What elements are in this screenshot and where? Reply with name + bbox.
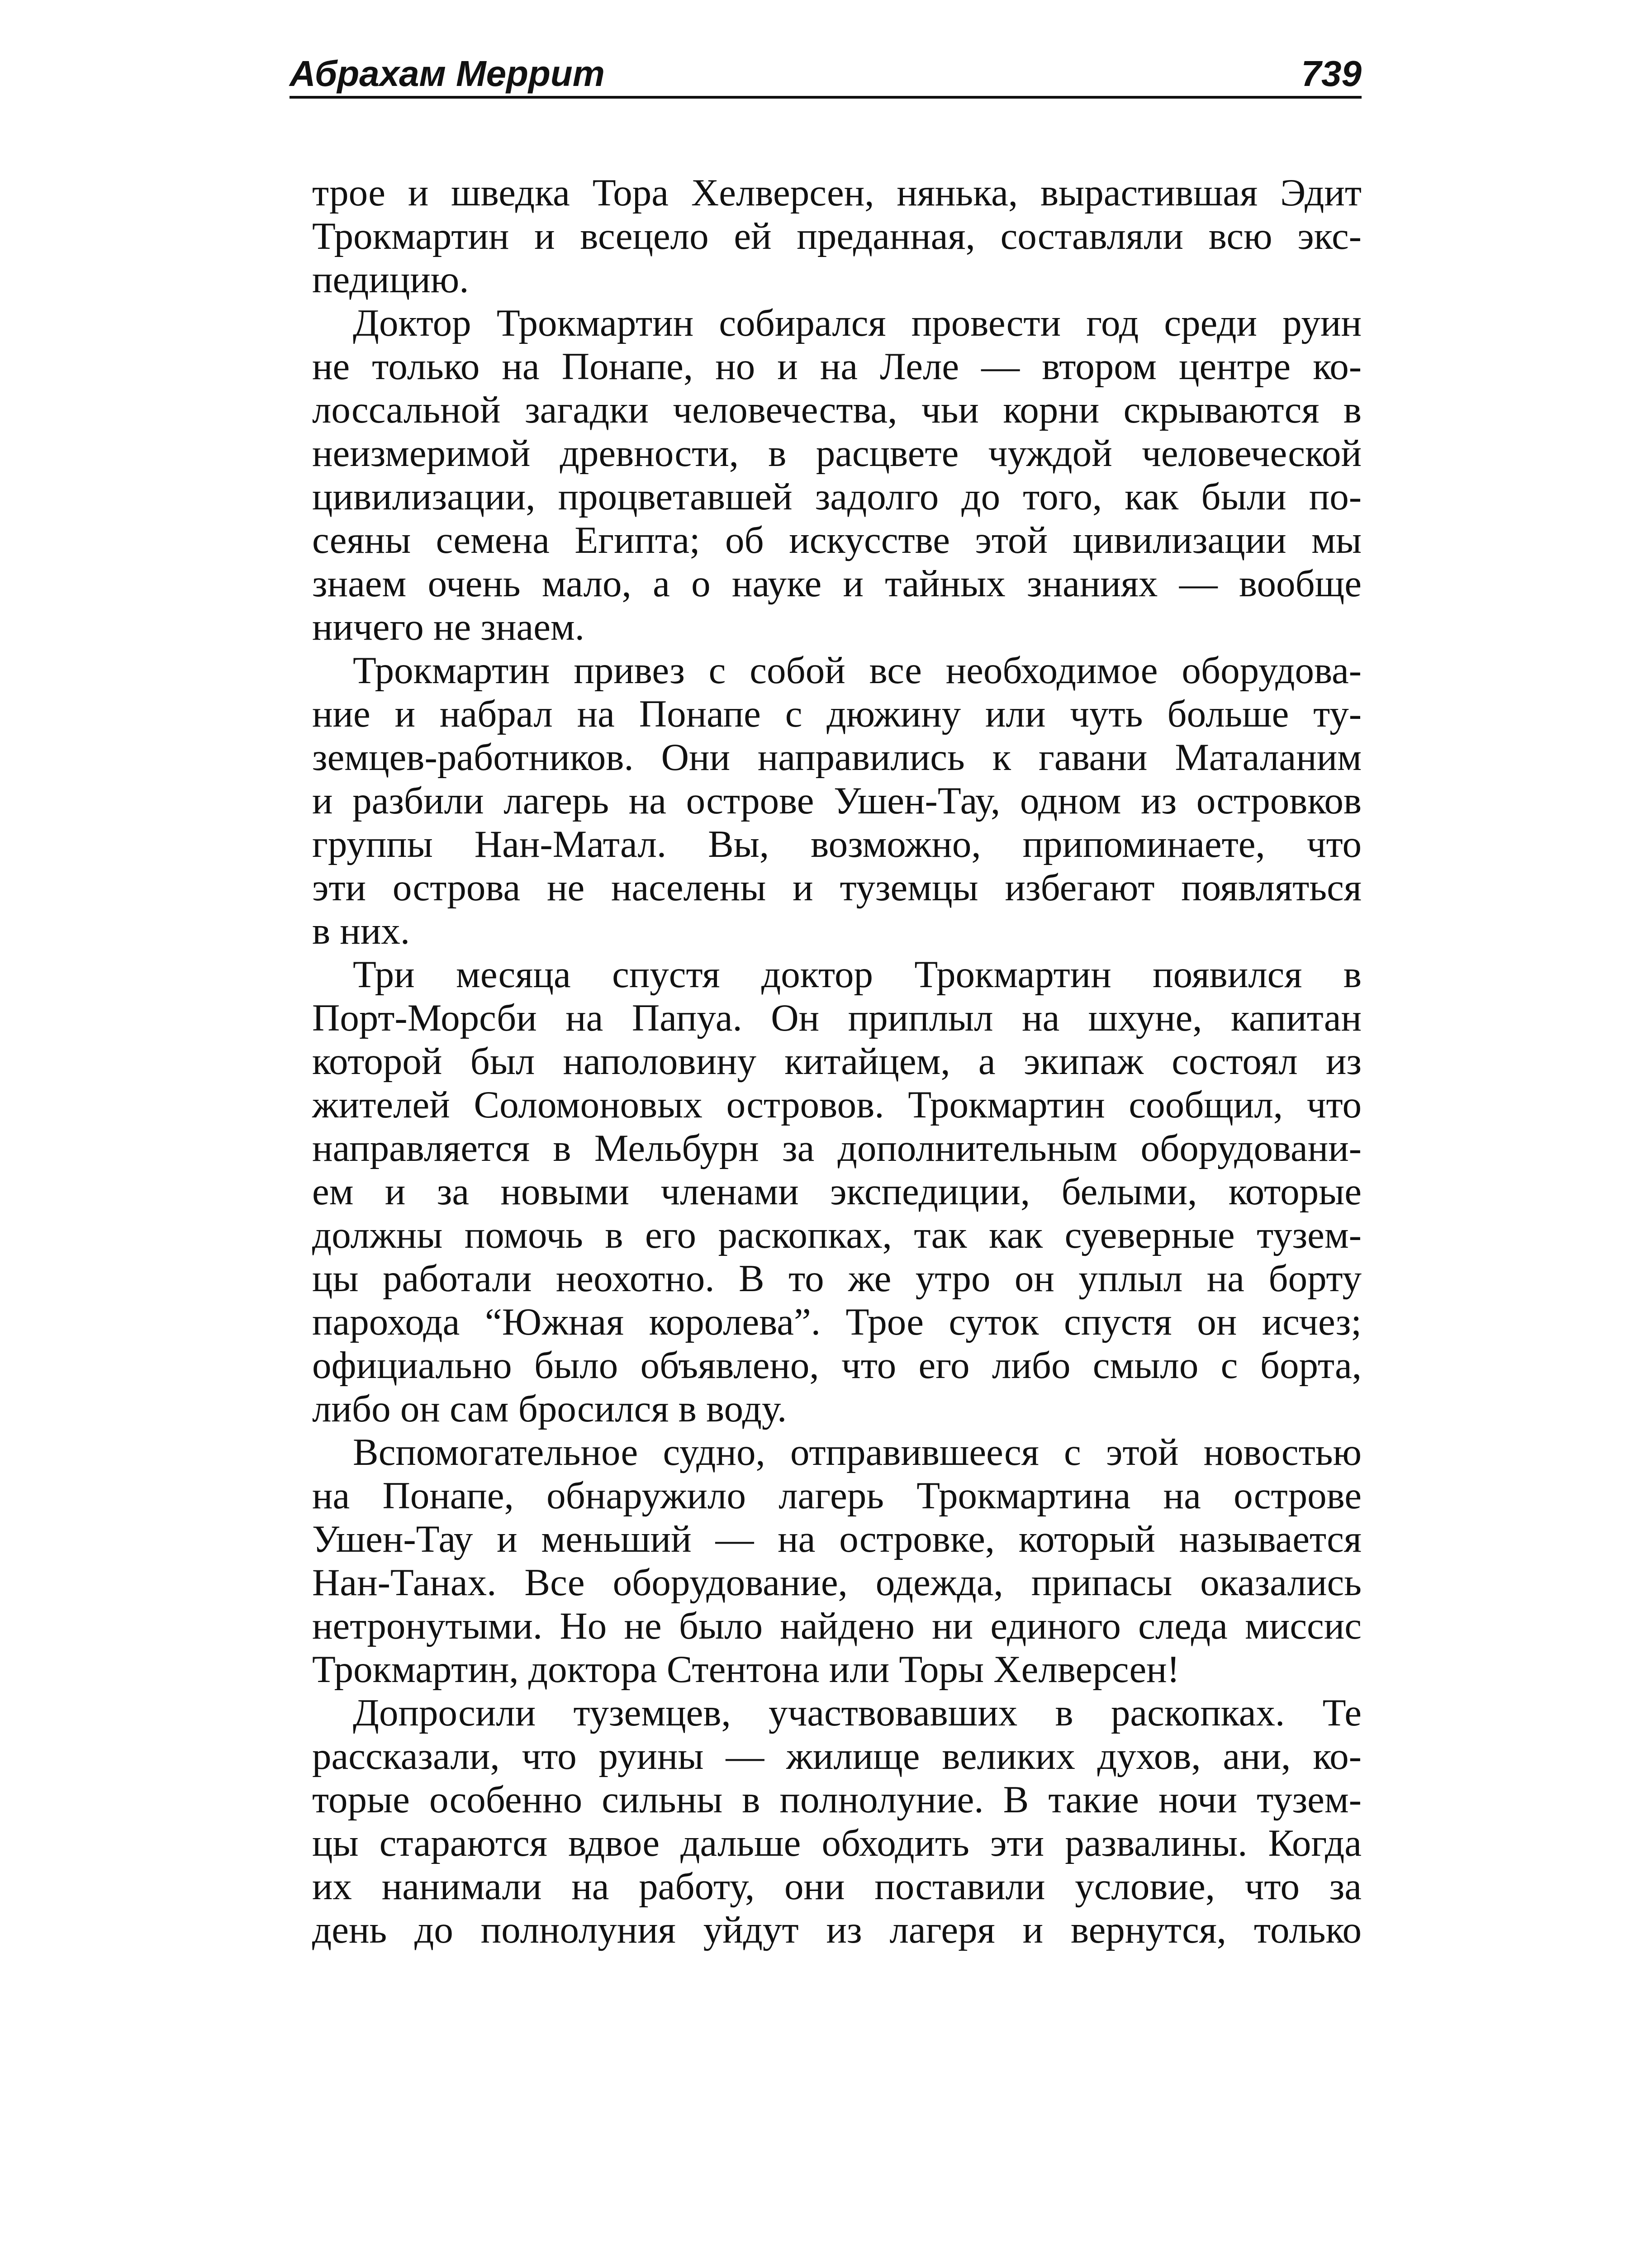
text-line: Трокмартин, доктора Стентона или Торы Хелверсен! (312, 1648, 1180, 1691)
text-line: Трокмартин привез с собой все необходимое оборудова- (353, 649, 1362, 692)
text-line: направляется в Мельбурн за дополнительным оборудовани- (312, 1127, 1362, 1169)
text-line: парохода “Южная королева”. Трое суток спустя он исчез; (312, 1301, 1362, 1343)
text-line: Порт-Морсби на Папуа. Он приплыл на шхуне, капитан (312, 997, 1362, 1039)
text-line: цы стараются вдвое дальше обходить эти развалины. Когда (312, 1822, 1362, 1864)
text-line: жителей Соломоновых островов. Трокмартин сообщил, что (312, 1083, 1362, 1126)
text-line: ние и набрал на Понапе с дюжину или чуть больше ту- (312, 693, 1362, 735)
text-line: в них. (312, 910, 410, 952)
running-head-author: Абрахам Меррит (290, 53, 605, 94)
text-line: Трокмартин и всецело ей преданная, составляли всю экс- (312, 215, 1362, 257)
text-line: лоссальной загадки человечества, чьи корни скрываются в (312, 389, 1362, 431)
text-line: день до полнолуния уйдут из лагеря и вернутся, только (312, 1909, 1362, 1951)
text-line: знаем очень мало, а о науке и тайных знаниях — вообще (312, 562, 1362, 605)
text-line: должны помочь в его раскопках, так как суеверные тузем- (312, 1214, 1362, 1256)
text-line: нетронутыми. Но не было найдено ни единого следа миссис (312, 1605, 1362, 1647)
paragraph (312, 953, 1362, 1430)
text-line: цивилизации, процветавшей задолго до того, как были по- (312, 475, 1362, 518)
text-line: Вспомогательное судно, отправившееся с этой новостью (353, 1431, 1362, 1473)
text-line: группы Нан-Матал. Вы, возможно, припоминаете, что (312, 823, 1362, 865)
paragraph (312, 1691, 1362, 1952)
text-line: не только на Понапе, но и на Леле — втором центре ко- (312, 345, 1362, 388)
text-line: ничего не знаем. (312, 606, 584, 648)
text-line: эти острова не населены и туземцы избегают появляться (312, 866, 1362, 909)
text-line: Допросили туземцев, участвовавших в раскопках. Те (353, 1692, 1362, 1734)
paragraph (312, 301, 1362, 649)
text-line: Нан-Танах. Все оборудование, одежда, припасы оказались (312, 1561, 1362, 1604)
text-line: официально было объявлено, что его либо смыло с борта, (312, 1344, 1362, 1387)
text-line: сеяны семена Египта; об искусстве этой цивилизации мы (312, 519, 1362, 561)
text-line: рассказали, что руины — жилище великих духов, ани, ко- (312, 1735, 1362, 1777)
text-line: их нанимали на работу, они поставили условие, что за (312, 1865, 1362, 1908)
text-line: Три месяца спустя доктор Трокмартин появился в (353, 953, 1362, 996)
text-line: которой был наполовину китайцем, а экипаж состоял из (312, 1040, 1362, 1083)
body-text (312, 171, 1362, 1952)
text-line: педицию. (312, 258, 469, 301)
text-line: либо он сам бросился в воду. (312, 1388, 787, 1430)
text-line: трое и шведка Тора Хелверсен, нянька, вырастившая Эдит (312, 171, 1362, 214)
page-number: 739 (1301, 53, 1362, 94)
text-line: торые особенно сильны в полнолуние. В такие ночи тузем- (312, 1778, 1362, 1821)
paragraph (312, 649, 1362, 953)
text-line: цы работали неохотно. В то же утро он уплыл на борту (312, 1257, 1362, 1300)
paragraph (312, 171, 1362, 301)
paragraph (312, 1430, 1362, 1691)
running-head (290, 45, 1362, 99)
header-rule (290, 96, 1362, 99)
text-line: на Понапе, обнаружило лагерь Трокмартина на острове (312, 1474, 1362, 1517)
text-line: Ушен-Тау и меньший — на островке, который называется (312, 1518, 1362, 1560)
text-line: и разбили лагерь на острове Ушен-Тау, одном из островков (312, 779, 1362, 822)
text-line: Доктор Трокмартин собирался провести год среди руин (353, 302, 1362, 344)
text-line: земцев-работников. Они направились к гавани Маталаним (312, 736, 1362, 779)
text-line: ем и за новыми членами экспедиции, белыми, которые (312, 1170, 1362, 1213)
text-line: неизмеримой древности, в расцвете чуждой человеческой (312, 432, 1362, 475)
